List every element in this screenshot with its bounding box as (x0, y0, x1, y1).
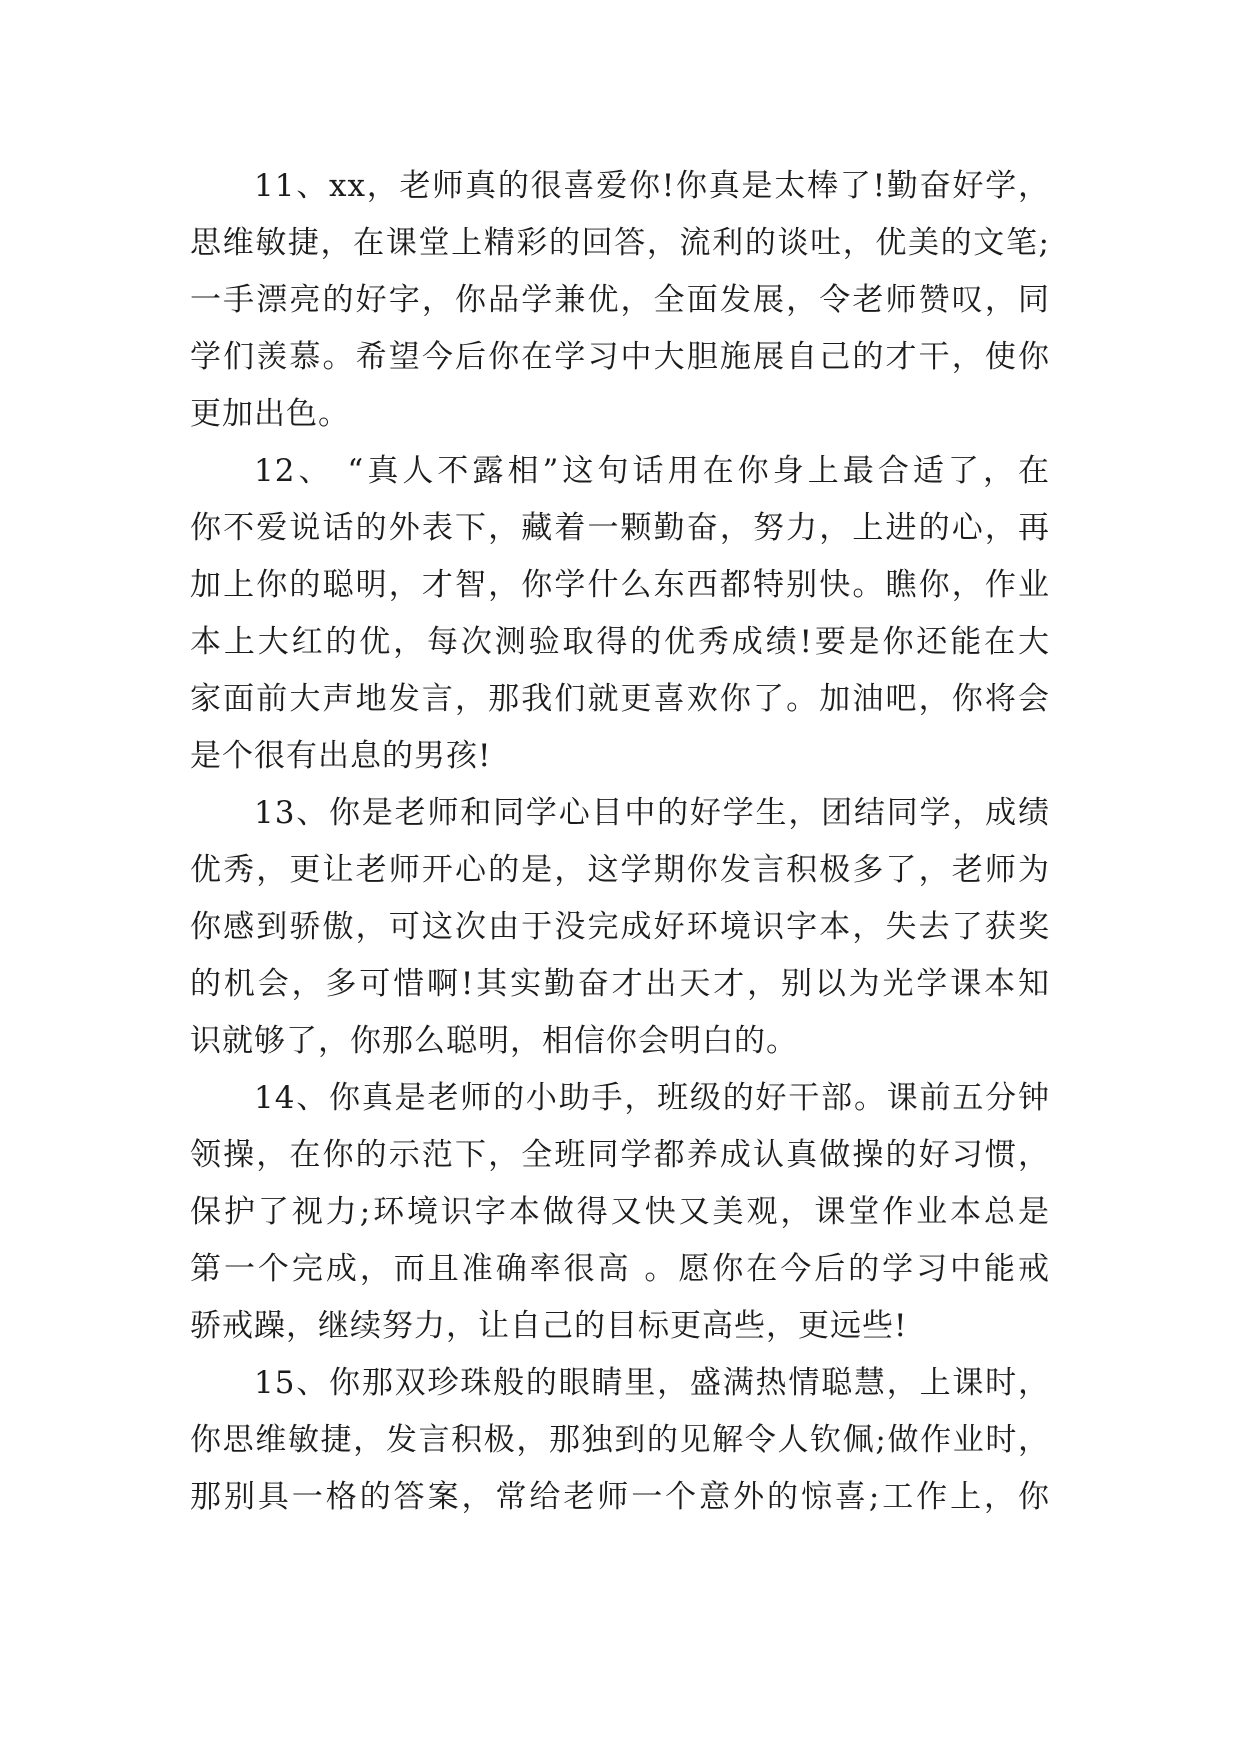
text-line: 15、你那双珍珠般的眼睛里，盛满热情聪慧，上课时， (254, 1365, 1050, 1401)
text-line: 加上你的聪明，才智，你学什么东西都特别快。瞧你，作业 (190, 567, 1050, 603)
paragraph-14 (190, 1070, 1050, 1355)
paragraph-15 (190, 1355, 1050, 1526)
text-line: 骄戒躁，继续努力，让自己的目标更高些，更远些! (190, 1308, 908, 1344)
text-line: 13、你是老师和同学心目中的好学生，团结同学，成绩 (254, 795, 1050, 831)
text-line: 领操，在你的示范下，全班同学都养成认真做操的好习惯， (190, 1137, 1050, 1173)
text-line: 12、 “真人不露相”这句话用在你身上最合适了，在 (254, 453, 1050, 489)
text-line: 家面前大声地发言，那我们就更喜欢你了。加油吧，你将会 (190, 681, 1050, 717)
text-line: 你思维敏捷，发言积极，那独到的见解令人钦佩;做作业时， (190, 1422, 1050, 1458)
text-line: 第一个完成，而且准确率很高 。愿你在今后的学习中能戒 (190, 1251, 1050, 1287)
paragraph-12 (190, 443, 1050, 785)
text-line: 识就够了，你那么聪明，相信你会明白的。 (190, 1023, 798, 1059)
paragraph-13 (190, 785, 1050, 1070)
text-line: 本上大红的优，每次测验取得的优秀成绩!要是你还能在大 (190, 624, 1050, 660)
text-line: 优秀，更让老师开心的是，这学期你发言积极多了，老师为 (190, 852, 1050, 888)
paragraph-11 (190, 158, 1050, 443)
text-line: 你不爱说话的外表下，藏着一颗勤奋，努力，上进的心，再 (190, 510, 1050, 546)
text-line: 14、你真是老师的小助手，班级的好干部。课前五分钟 (254, 1080, 1050, 1116)
text-line: 一手漂亮的好字，你品学兼优，全面发展，令老师赞叹，同 (190, 282, 1050, 318)
text-line: 是个很有出息的男孩! (190, 738, 492, 774)
text-line: 学们羡慕。希望今后你在学习中大胆施展自己的才干，使你 (190, 339, 1050, 375)
text-line: 保护了视力;环境识字本做得又快又美观，课堂作业本总是 (190, 1194, 1050, 1230)
text-line: 更加出色。 (190, 396, 350, 432)
text-line: 11、xx，老师真的很喜爱你!你真是太棒了!勤奋好学， (254, 168, 1050, 204)
text-line: 你感到骄傲，可这次由于没完成好环境识字本，失去了获奖 (190, 909, 1050, 945)
text-line: 那别具一格的答案，常给老师一个意外的惊喜;工作上，你 (190, 1479, 1050, 1515)
text-line: 的机会，多可惜啊!其实勤奋才出天才，别以为光学课本知 (190, 966, 1050, 1002)
document-body (190, 158, 1050, 1526)
text-line: 思维敏捷，在课堂上精彩的回答，流利的谈吐，优美的文笔; (190, 225, 1050, 261)
